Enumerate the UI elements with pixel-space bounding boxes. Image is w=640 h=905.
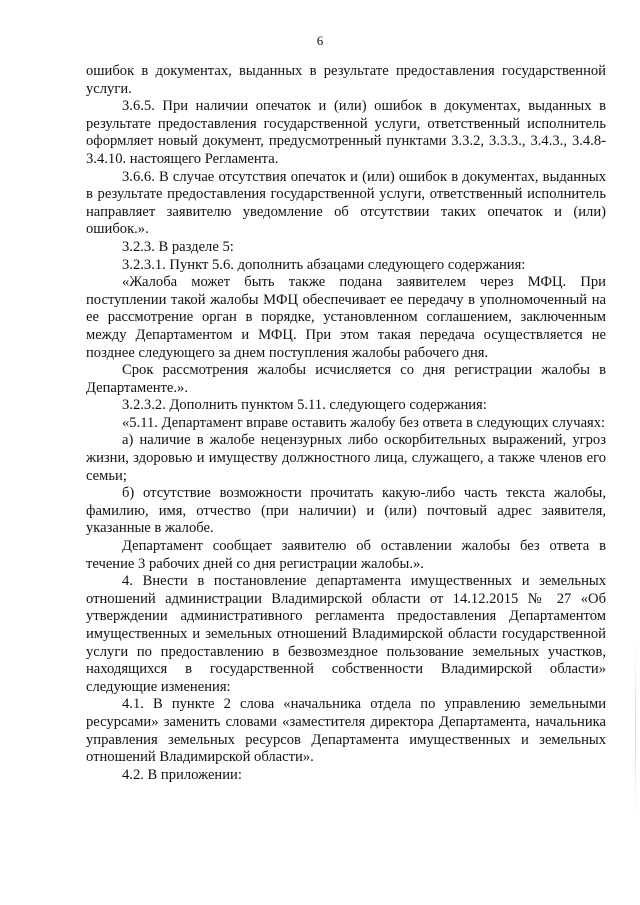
paragraph: 3.2.3.1. Пункт 5.6. дополнить абзацами следующего содержания:	[122, 256, 526, 273]
paragraph: 4.1. В пункте 2 слова «начальника отдела по управлению земельными ресурсами» заменить словами «заместителя директора Департамента, начальника управления земельных ресурсов Департамента имущественных и земельных отношений Владимирской области».	[86, 696, 606, 766]
paragraph: 3.2.3.2. Дополнить пунктом 5.11. следующего содержания:	[122, 397, 487, 414]
scan-edge-artifact	[635, 640, 636, 820]
paragraph: 4. Внести в постановление департамента имущественных и земельных отношений администрации Владимирской области от 14.12.2015 № 27 «Об утверждении административного регламента предоставления Департаментом имущественных и земельных отношений Владимирской области государственной услуги по предоставлению в безвозмездное пользование земельных участков, находящихся в государственной собственности Владимирской области» следующие изменения:	[86, 573, 606, 695]
paragraph: 3.6.6. В случае отсутствия опечаток и (или) ошибок в документах, выданных в результате предоставления государственной услуги, ответственный исполнитель направляет заявителю уведомление об отсутствии таких опечаток и (или) ошибок.».	[86, 168, 606, 238]
paragraph: 4.2. В приложении:	[122, 766, 242, 783]
paragraph: «Жалоба может быть также подана заявителем через МФЦ. При поступлении такой жалобы МФЦ обеспечивает ее передачу в уполномоченный на ее рассмотрение орган в порядке, установленном соглашением, заключенным между Департаментом и МФЦ. При этом такая передача осуществляется не позднее следующего за днем поступления жалобы рабочего дня.	[86, 274, 606, 361]
page-number: 6	[316, 33, 324, 48]
paragraph: Срок рассмотрения жалобы исчисляется со дня регистрации жалобы в Департаменте.».	[86, 362, 606, 396]
paragraph: 3.6.5. При наличии опечаток и (или) ошибок в документах, выданных в результате предоставления государственной услуги, ответственный исполнитель оформляет новый документ, предусмотренный пунктами 3.3.2, 3.3.3., 3.4.3., 3.4.8-3.4.10. настоящего Регламента.	[86, 98, 606, 167]
paragraph: ошибок в документах, выданных в результате предоставления государственной услуги.	[86, 63, 606, 97]
document-body	[86, 63, 606, 784]
paragraph: 3.2.3. В разделе 5:	[122, 238, 234, 255]
paragraph: а) наличие в жалобе нецензурных либо оскорбительных выражений, угроз жизни, здоровью и имуществу должностного лица, служащего, а также членов его семьи;	[86, 432, 606, 484]
paragraph: б) отсутствие возможности прочитать какую-либо часть текста жалобы, фамилию, имя, отчество (при наличии) и (или) почтовый адрес заявителя, указанные в жалобе.	[86, 485, 606, 537]
paragraph: «5.11. Департамент вправе оставить жалобу без ответа в следующих случаях:	[122, 414, 606, 431]
paragraph: Департамент сообщает заявителю об оставлении жалобы без ответа в течение 3 рабочих дней со дня регистрации жалобы.».	[86, 538, 606, 572]
